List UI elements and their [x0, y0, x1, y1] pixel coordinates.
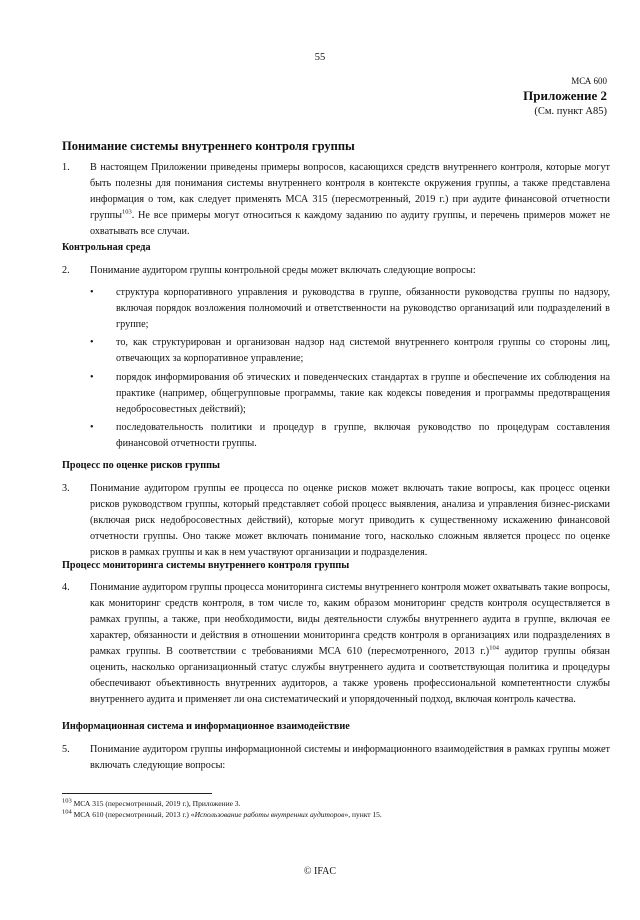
paragraph-1: [62, 160, 610, 240]
paragraph-text: . Не все примеры могут относиться к каждому заданию по аудиту группы, и перечень примеров может не охватывать все случаи.: [90, 210, 610, 237]
footnote-ref: 104: [489, 644, 499, 652]
footnote-ref: 103: [121, 208, 132, 216]
footnote-104: [62, 810, 382, 820]
footnote-italic-title: Использование работы внутренних аудиторов: [194, 810, 345, 819]
bullet-icon: •: [90, 287, 94, 298]
paragraph-text: В настоящем Приложении приведены примеры вопросов, касающихся средств внутреннего контроля, которые могут быть полезны для понимания системы внутреннего контроля в контексте окружения группы, а также представлена информация о том, как следует применять МСА 315 (пересмотренный, 2019 г.) при аудите финансовой отчетности группы: [90, 162, 610, 221]
section-heading-information-system: Информационная система и информационное взаимодействие: [62, 721, 350, 732]
paragraph-2: [62, 263, 610, 279]
paragraph-text: Понимание аудитором группы процесса мониторинга системы внутреннего контроля может охватывать такие вопросы, как мониторинг средств контроля, в том числе то, каким образом мониторинг средств контроля осуществляется в рамках группы, а также, при необходимости, виды деятельности службы внутреннего аудита в группе, включая ее характер, обязанности и действия в отношении мониторинга средств контроля в организациях или подразделениях в рамках группы. В соответствии с требованиями МСА 610 (пересмотренного, 2013 г.): [90, 582, 610, 657]
footnote-number: 103: [62, 797, 72, 805]
section-heading-monitoring: Процесс мониторинга системы внутреннего контроля группы: [62, 560, 350, 571]
paragraph-5: [62, 742, 610, 774]
appendix-header: [523, 75, 607, 119]
bullet-item: [90, 370, 610, 418]
bullet-item: [90, 285, 610, 333]
footnote-text: », пункт 15.: [344, 810, 382, 819]
paragraph-reference: (См. пункт А85): [534, 106, 607, 117]
footnote-divider: [62, 793, 212, 794]
paragraph-text: Понимание аудитором группы ее процесса по оценке рисков может включать такие вопросы, как процесс оценки рисков руководством группы, который представляет собой процесс выявления, анализа и управления бизнес-рисками (включая риск недобросовестных действий), которые могут приводить к существенному искажению финансовой отчетности группы. Оно также может включать понимание того, насколько сложным является процесс по оценке рисков в рамках группы и как в нем участвуют организации и подразделения.: [90, 483, 610, 558]
bullet-text: то, как структурирован и организован надзор над системой внутреннего контроля группы со стороны лиц, отвечающих за корпоративное управление;: [116, 337, 610, 364]
page-title: Понимание системы внутреннего контроля группы: [62, 139, 355, 153]
paragraph-text: Понимание аудитором группы информационной системы и информационного взаимодействия в рамках группы может включать следующие вопросы:: [90, 744, 610, 771]
page-number: 55: [314, 52, 326, 63]
section-heading-control-environment: Контрольная среда: [62, 242, 151, 253]
footnote-text: МСА 315 (пересмотренный, 2019 г.), Приложение 3.: [71, 799, 241, 808]
footnote-number: 104: [62, 808, 72, 816]
bullet-item: [90, 420, 610, 452]
paragraph-3: [62, 481, 610, 561]
footnote-103: [62, 799, 240, 809]
paragraph-number: 3.: [62, 483, 70, 494]
bullet-text: структура корпоративного управления и руководства в группе, обязанности руководства группы по надзору, включая порядок возложения полномочий и ответственности на руководство организаций или подразделений в группе;: [116, 287, 610, 330]
bullet-icon: •: [90, 372, 94, 383]
paragraph-number: 4.: [62, 582, 70, 593]
paragraph-4: [62, 580, 610, 708]
paragraph-text: Понимание аудитором группы контрольной среды может включать следующие вопросы:: [90, 265, 476, 276]
paragraph-text: аудитор группы обязан оценить, насколько организационный статус службы внутреннего аудита и соответствующая политика и процедуры обеспечивают объективность внутренних аудиторов, а также уровень профессиональной компетентности службы внутреннего аудита и применяет ли она систематический и упорядоченный подход, включая контроль качества.: [90, 646, 610, 705]
paragraph-number: 2.: [62, 265, 70, 276]
paragraph-number: 1.: [62, 162, 70, 173]
bullet-text: порядок информирования об этических и поведенческих стандартах в группе и обеспечение их соблюдения на практике (например, общегрупповые программы, такие как кодексы поведения и программы предотвращения недобросовестных действий);: [116, 372, 610, 415]
appendix-label: Приложение 2: [523, 88, 607, 103]
standard-code: МСА 600: [571, 76, 607, 86]
section-heading-risk-assessment: Процесс по оценке рисков группы: [62, 460, 220, 471]
copyright-footer: © IFAC: [303, 866, 337, 877]
bullet-icon: •: [90, 422, 94, 433]
bullet-text: последовательность политики и процедур в группе, включая руководство по процедурам составления финансовой отчетности группы.: [116, 422, 610, 449]
bullet-icon: •: [90, 337, 94, 348]
bullet-item: [90, 335, 610, 367]
paragraph-number: 5.: [62, 744, 70, 755]
footnote-text: МСА 610 (пересмотренный, 2013 г.) «: [71, 810, 195, 819]
